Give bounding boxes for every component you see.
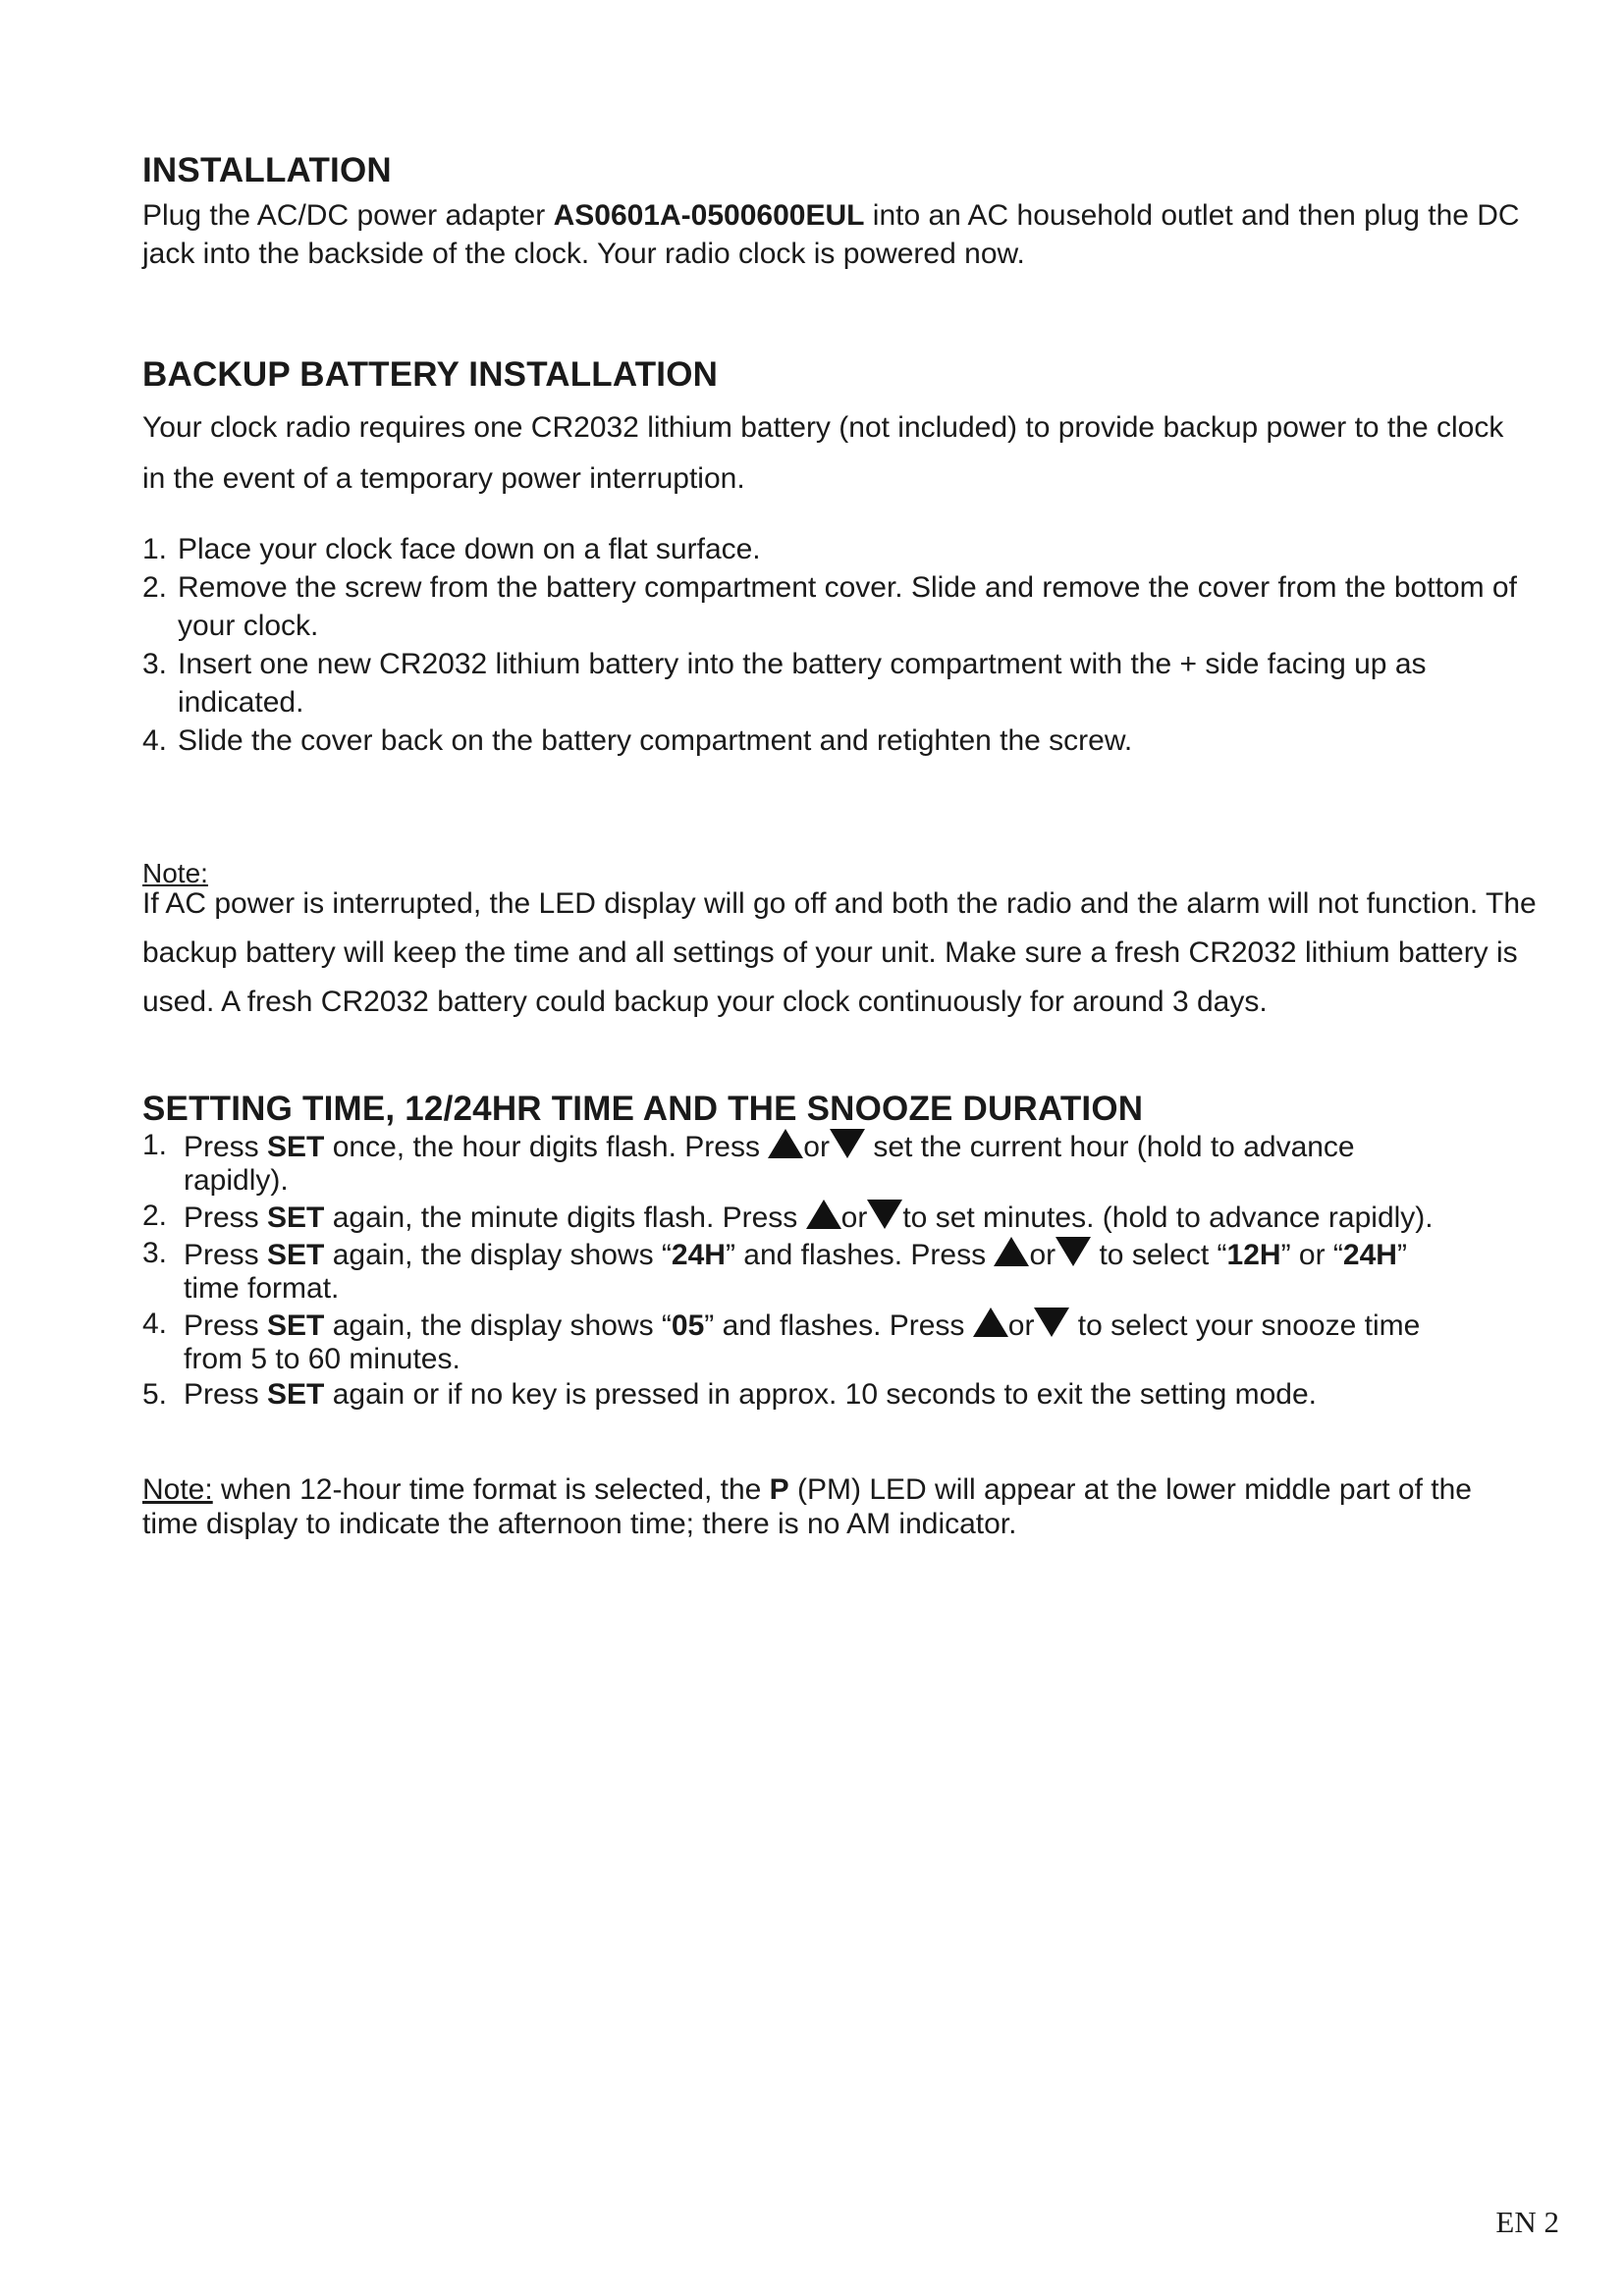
- list-item: 4. Press SET again, the display shows “05” and flashes. Press or to select your snooze time from 5 to 60 minutes.: [142, 1308, 1421, 1375]
- page-number: EN 2: [1495, 2205, 1559, 2239]
- down-arrow-icon: [830, 1129, 865, 1158]
- list-item: 1. Place your clock face down on a flat surface.: [142, 533, 761, 565]
- installation-text-after: into an AC household outlet and then plug the DC jack into the backside of the clock. Your radio clock is powered now.: [142, 199, 1520, 270]
- list-item: 3. Insert one new CR2032 lithium battery into the battery compartment with the + side facing up as indicated.: [142, 648, 1427, 719]
- list-item: 3. Press SET again, the display shows “24H” and flashes. Press or to select “12H” or “24H” time format.: [142, 1237, 1407, 1305]
- list-item: 2. Remove the screw from the battery compartment cover. Slide and remove the cover from the bottom of your clock.: [142, 571, 1517, 642]
- note1-label: Note:: [142, 858, 208, 888]
- up-arrow-icon: [806, 1200, 841, 1229]
- backup-heading: BACKUP BATTERY INSTALLATION: [142, 355, 719, 394]
- note2-text: Note: when 12-hour time format is selected, the P (PM) LED will appear at the lower middle part of the time display to indicate the afternoon time; there is no AM indicator.: [142, 1473, 1472, 1540]
- setting-steps: [142, 1129, 1448, 1412]
- up-arrow-icon: [768, 1129, 803, 1158]
- down-arrow-icon: [1034, 1308, 1069, 1337]
- list-item: 2. Press SET again, the minute digits flash. Press or to set minutes. (hold to advance rapidly).: [142, 1200, 1434, 1234]
- note1-text: If AC power is interrupted, the LED display will go off and both the radio and the alarm will not function. The backup battery will keep the time and all settings of your unit. Make sure a fresh CR2032 lithium battery is used. A fresh CR2032 battery could backup your clock continuously for around 3 days.: [142, 887, 1537, 1018]
- backup-intro: Your clock radio requires one CR2032 lithium battery (not included) to provide backup power to the clock in the event of a temporary power interruption.: [142, 411, 1504, 495]
- installation-text: [142, 196, 1537, 273]
- up-arrow-icon: [994, 1237, 1029, 1266]
- note2-label: Note:: [142, 1473, 213, 1506]
- setting-heading: SETTING TIME, 12/24HR TIME AND THE SNOOZE DURATION: [142, 1090, 1144, 1128]
- installation-text-before: Plug the AC/DC power adapter: [142, 199, 554, 232]
- down-arrow-icon: [867, 1200, 902, 1229]
- backup-steps: [142, 530, 1546, 760]
- up-arrow-icon: [973, 1308, 1008, 1337]
- adapter-model: AS0601A-0500600EUL: [553, 199, 865, 232]
- list-item: 4. Slide the cover back on the battery compartment and retighten the screw.: [142, 724, 1133, 757]
- list-item: 1. Press SET once, the hour digits flash. Press or set the current hour (hold to advance rapidly).: [142, 1129, 1355, 1197]
- installation-heading: INSTALLATION: [142, 151, 392, 189]
- list-item: 5. Press SET again or if no key is pressed in approx. 10 seconds to exit the setting mode.: [142, 1378, 1317, 1411]
- down-arrow-icon: [1056, 1237, 1091, 1266]
